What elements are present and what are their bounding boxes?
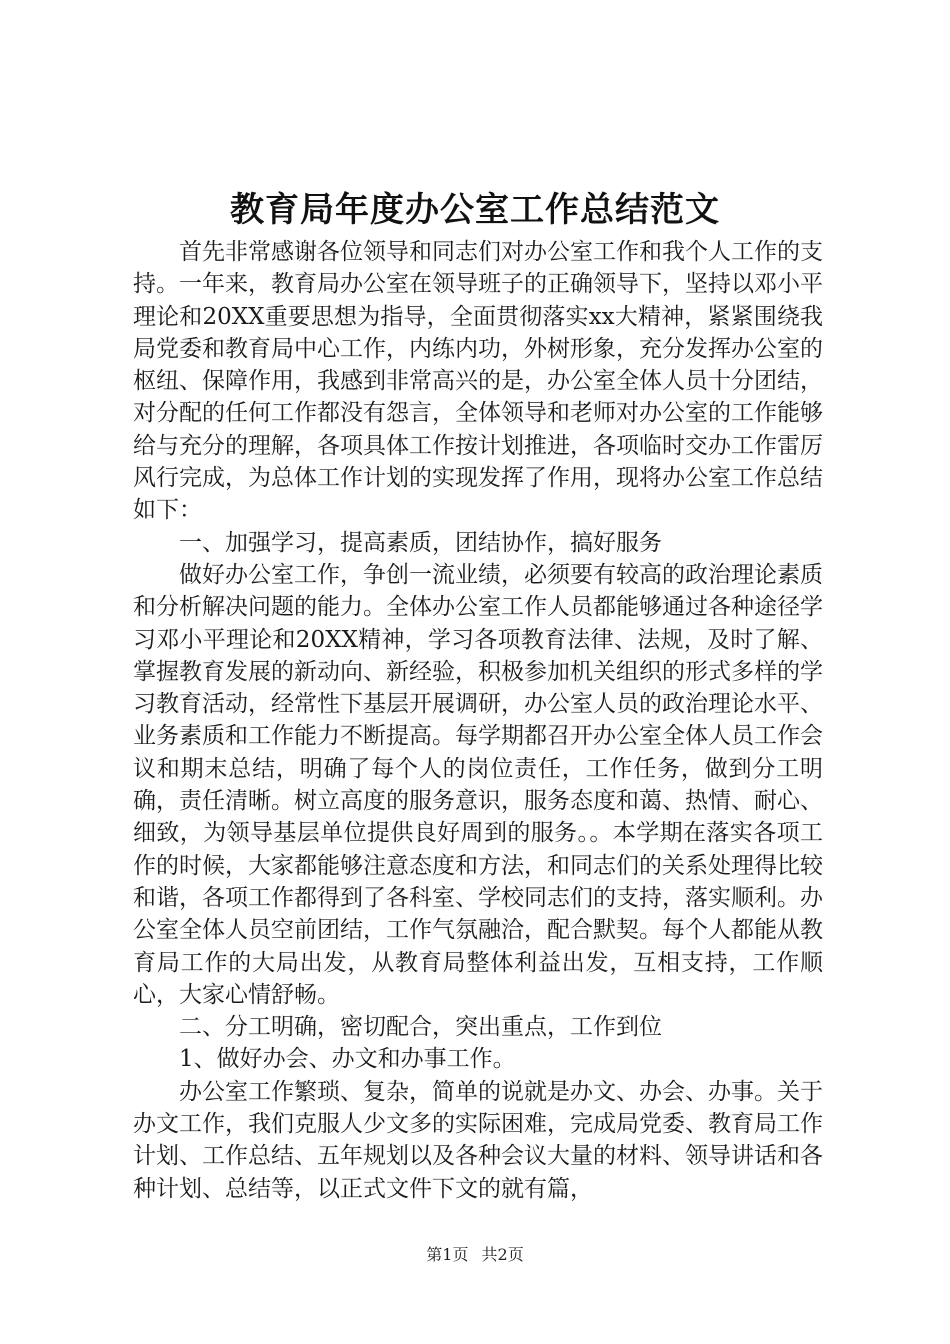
section-heading-2: 二、分工明确，密切配合，突出重点，工作到位 — [179, 1014, 662, 1041]
document-body — [133, 236, 823, 1205]
paragraph-section-1: 做好办公室工作，争创一流业绩，必须要有较高的政治理论素质和分析解决问题的能力。全体办公室工作人员都能够通过各种途径学习邓小平理论和20XX精神，学习各项教育法律、法规，及时了解、掌握教育发展的新动向、新经验，积极参加机关组织的形式多样的学习教育活动，经常性下基层开展调研，办公室人员的政治理论水平、业务素质和工作能力不断提高。每学期都召开办公室全体人员工作会议和期末总结，明确了每个人的岗位责任，工作任务，做到分工明确，责任清晰。树立高度的服务意识，服务态度和蔼、热情、耐心、细致，为领导基层单位提供良好周到的服务。。本学期在落实各项工作的时候，大家都能够注意态度和方法，和同志们的关系处理得比较和谐，各项工作都得到了各科室、学校同志们的支持，落实顺利。办公室全体人员空前团结，工作气氛融洽，配合默契。每个人都能从教育局工作的大局出发，从教育局整体利益出发，互相支持，工作顺心，大家心情舒畅。 — [133, 561, 823, 1008]
document-title: 教育局年度办公室工作总结范文 — [230, 190, 720, 230]
page-number: 第1页 — [426, 1245, 469, 1264]
paragraph-intro: 首先非常感谢各位领导和同志们对办公室工作和我个人工作的支持。一年来，教育局办公室在领导班子的正确领导下，坚持以邓小平理论和20XX重要思想为指导，全面贯彻落实xx大精神，紧紧围绕我局党委和教育局中心工作，内练内功，外树形象，充分发挥办公室的枢纽、保障作用，我感到非常高兴的是，办公室全体人员十分团结，对分配的任何工作都没有怨言，全体领导和老师对办公室的工作能够给与充分的理解，各项具体工作按计划推进，各项临时交办工作雷厉风行完成，为总体工作计划的实现发挥了作用，现将办公室工作总结如下： — [133, 239, 823, 524]
section-heading-1: 一、加强学习，提高素质，团结协作，搞好服务 — [179, 529, 662, 556]
page-footer — [0, 1244, 950, 1266]
paragraph-subsection-1: 办公室工作繁琐、复杂，简单的说就是办文、办会、办事。关于办文工作，我们克服人少文多的实际困难，完成局党委、教育局工作计划、工作总结、五年规划以及各种会议大量的材料、领导讲话和各种计划、总结等，以正式文件下文的就有篇， — [133, 1078, 823, 1202]
subsection-heading-1: 1、做好办会、办文和办事工作。 — [179, 1046, 516, 1073]
page-total: 共2页 — [481, 1245, 524, 1264]
